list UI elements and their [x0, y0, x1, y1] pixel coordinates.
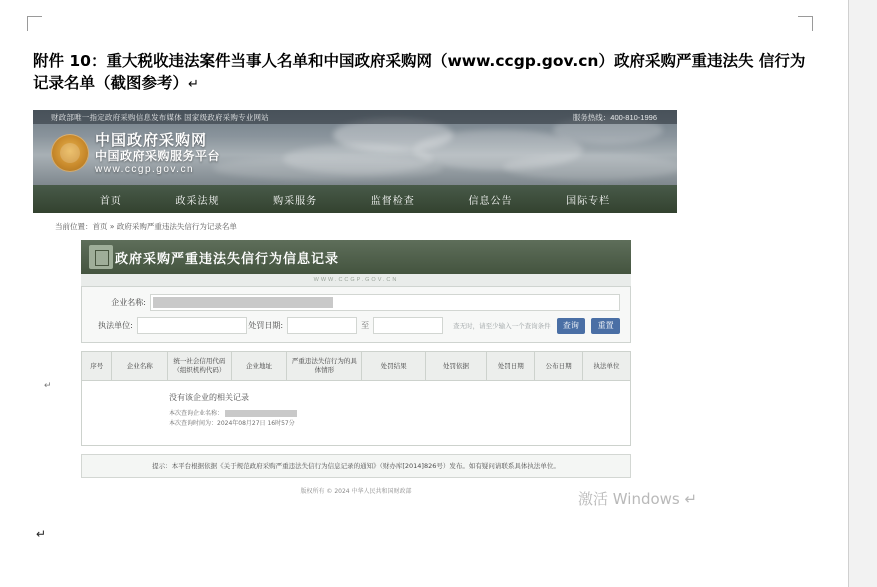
nav-item-international[interactable]: 国际专栏 [566, 195, 611, 207]
site-slogan: 财政部唯一指定政府采购信息发布媒体 国家级政府采购专业网站 [51, 113, 269, 122]
national-emblem-icon [51, 134, 89, 172]
th-address: 企业地址 [231, 352, 287, 381]
agency-input[interactable] [137, 317, 247, 334]
th-penalty-result: 处罚结果 [362, 352, 425, 381]
page-title [33, 50, 815, 96]
punish-date-label: 处罚日期: [248, 321, 284, 330]
watermark-paragraph-mark: ↵ [684, 490, 698, 508]
nav-item-regulations[interactable]: 政采法规 [175, 195, 220, 207]
record-book-icon [89, 245, 113, 269]
content-panel [81, 240, 631, 495]
company-name-label: 企业名称: [111, 298, 146, 307]
tip-bar: 提示：本平台根据依据《关于规范政府采购严重违法失信行为信息记录的通知》（财办库[2014]826号）发布。如有疑问请联系具体执法单位。 [81, 454, 631, 478]
th-credit-code: 统一社会信用代码（组织机构代码） [168, 352, 232, 381]
paragraph-mark-end: ↵ [36, 527, 47, 541]
crop-mark-top-left [27, 16, 42, 31]
margin-mark: ↵ [44, 380, 52, 390]
nav-item-announcements[interactable]: 信息公告 [468, 195, 513, 207]
search-button[interactable]: 查询 [557, 318, 586, 334]
site-title-cn2: 中国政府采购服务平台 [95, 149, 221, 163]
page-right-margin [849, 0, 877, 587]
results-table [81, 351, 631, 446]
empty-detail-company [169, 409, 629, 419]
windows-activation-watermark [578, 488, 697, 509]
paragraph-mark: ↵ [188, 77, 199, 92]
service-hotline: 服务热线：400-810-1996 [572, 113, 657, 122]
site-title-block [95, 132, 220, 176]
table-row [82, 381, 631, 446]
main-navigation[interactable] [33, 185, 677, 213]
panel-title-text: 政府采购严重违法失信行为信息记录 [115, 251, 340, 267]
reset-button[interactable]: 重置 [591, 318, 620, 334]
panel-subtitle: WWW.CCGP.GOV.CN [81, 274, 631, 286]
date-start-input[interactable] [287, 317, 357, 334]
cloud-decor [213, 156, 443, 180]
cloud-decor [503, 154, 683, 180]
table-header-row [82, 352, 631, 381]
search-row-agency-date [92, 317, 620, 334]
company-name-input[interactable] [150, 294, 620, 311]
embedded-website-screenshot [33, 110, 677, 495]
th-enforcement-agency: 执法单位 [583, 352, 631, 381]
heading-line-2: 信行为记录名单（截图参考） [33, 52, 806, 92]
search-hint: 查无时，请至少输入一个查询条件 [453, 322, 551, 330]
search-row-company [92, 294, 620, 311]
date-range-separator: 至 [361, 321, 370, 330]
nav-item-services[interactable]: 购采服务 [273, 195, 318, 207]
th-penalty-basis: 处罚依据 [425, 352, 486, 381]
th-violation-detail: 严重违法失信行为的具体情形 [287, 352, 362, 381]
breadcrumb[interactable]: 当前位置：首页 » 政府采购严重违法失信行为记录名单 [55, 222, 237, 231]
th-publish-date: 公布日期 [535, 352, 583, 381]
empty-detail-time: 本次查询时间为：2024年08月27日 16时57分 [169, 420, 295, 427]
empty-message: 没有该企业的相关记录 [169, 393, 249, 402]
top-info-strip [33, 110, 677, 124]
empty-result-cell [82, 381, 631, 446]
redaction-block [153, 297, 333, 308]
empty-detail-label-1: 本次查询企业名称： [169, 410, 224, 417]
site-header-banner [33, 110, 677, 185]
agency-label: 执法单位: [98, 321, 133, 330]
page-edge-line [848, 0, 849, 587]
th-company-name: 企业名称 [112, 352, 168, 381]
crop-mark-top-right [798, 16, 813, 31]
nav-item-supervision[interactable]: 监督检查 [370, 195, 415, 207]
nav-item-home[interactable]: 首页 [99, 195, 122, 207]
search-form[interactable] [81, 286, 631, 343]
heading-line-1: 附件 10：重大税收违法案件当事人名单和中国政府采购网（www.ccgp.gov.cn）政府采购严重违法失 [33, 52, 754, 70]
site-url: www.ccgp.gov.cn [95, 164, 195, 175]
redaction-block [225, 410, 297, 417]
watermark-text: 激活 Windows [578, 490, 680, 508]
date-end-input[interactable] [373, 317, 443, 334]
panel-header [81, 240, 631, 274]
th-index: 序号 [82, 352, 112, 381]
empty-state [83, 382, 629, 429]
th-penalty-date: 处罚日期 [487, 352, 535, 381]
site-title-cn: 中国政府采购网 [95, 131, 208, 149]
site-copyright: 版权所有 © 2024 中华人民共和国财政部 [300, 488, 412, 495]
